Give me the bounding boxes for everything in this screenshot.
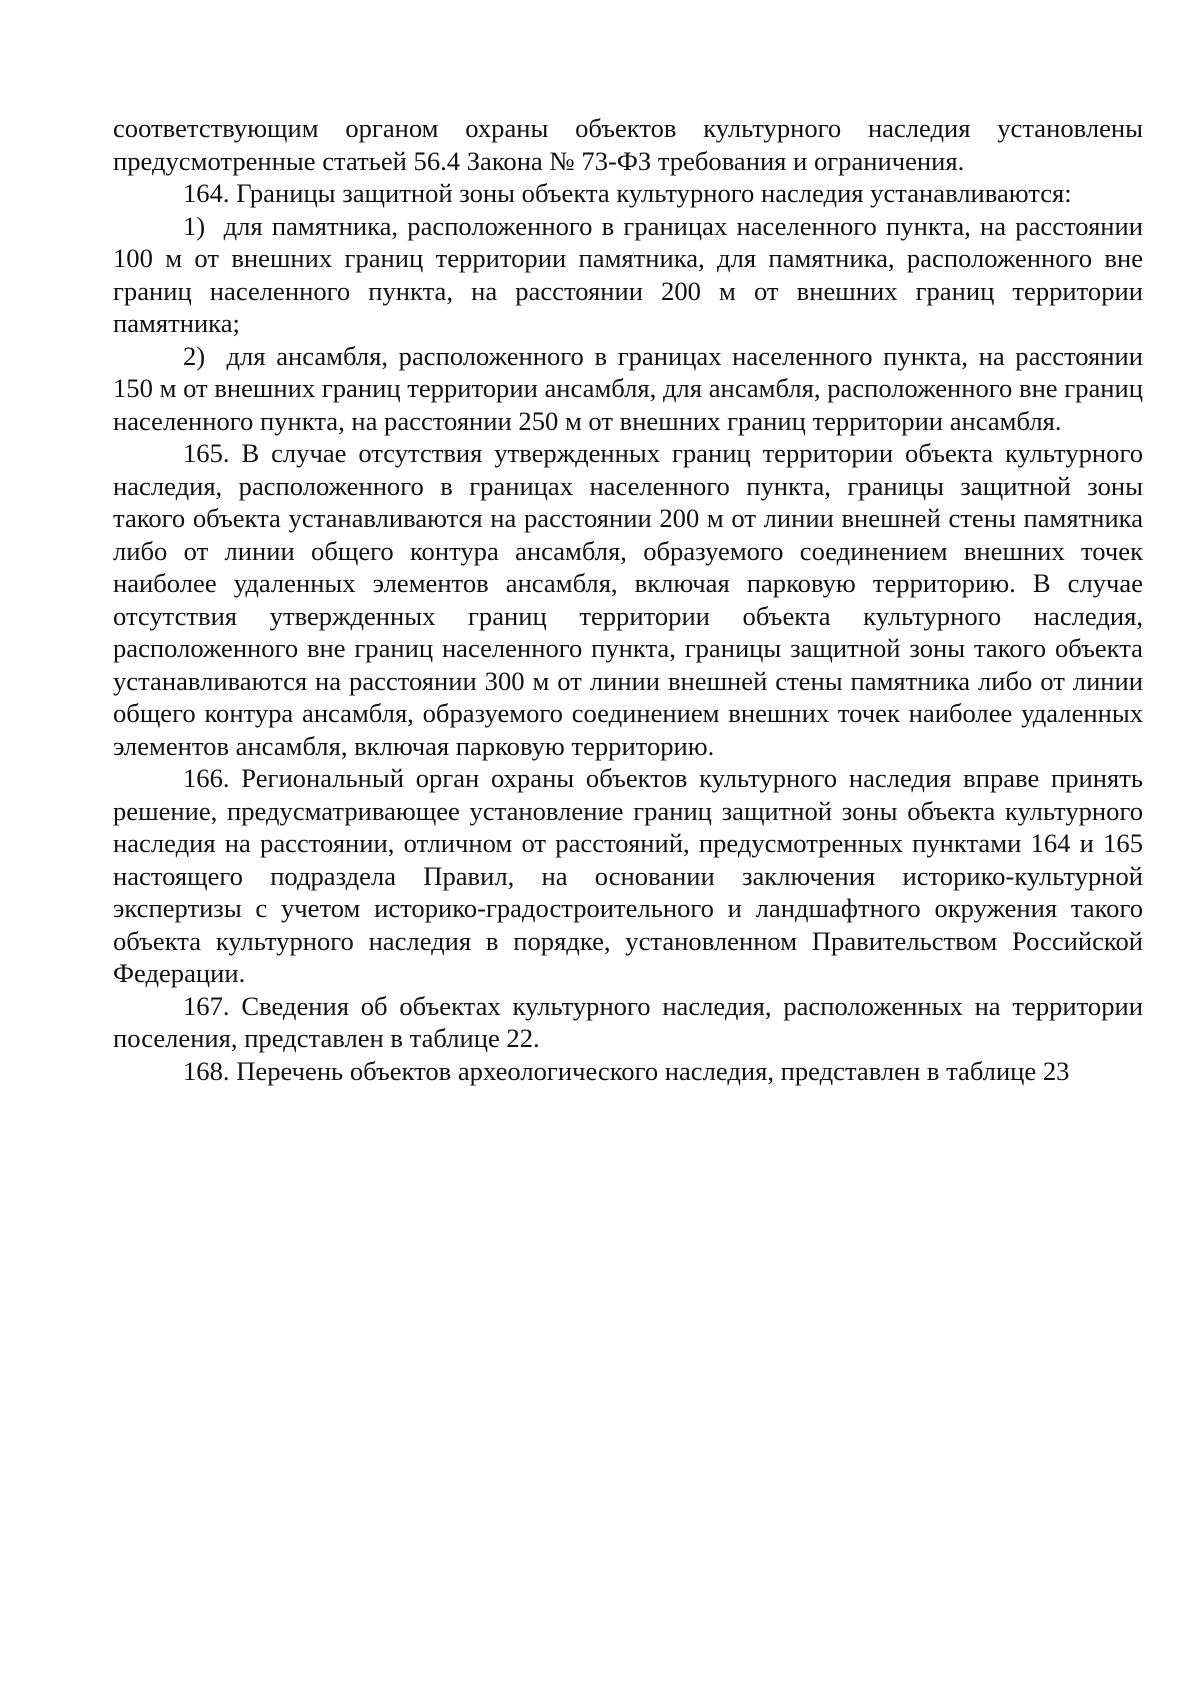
- paragraph-164: 164. Границы защитной зоны объекта культурного наследия устанавливаются:: [183, 178, 1072, 208]
- paragraph-168: 168. Перечень объектов археологического наследия, представлен в таблице 23: [183, 1055, 1070, 1086]
- paragraph-164-item-1: 1) для памятника, расположенного в границах населенного пункта, на расстоянии 100 м от внешних границ территории памятника, для памятника, расположенного вне границ населенного пункта, на расстоянии 200 м от внешних границ территории памятника;: [113, 210, 1143, 338]
- paragraph-166: 166. Региональный орган охраны объектов культурного наследия вправе принять решение, предусматривающее установление границ защитной зоны объекта культурного наследия на расстоянии, отличном от расстояний, предусмотренных пунктами 164 и 165 настоящего подраздела Правил, на основании заключения историко-культурной экспертизы с учетом историко-градостроительного и ландшафтного окружения такого объекта культурного наследия в порядке, установленном Правительством Российской Федерации.: [113, 763, 1143, 988]
- paragraph-164-item-2: 2) для ансамбля, расположенного в границах населенного пункта, на расстоянии 150 м от внешних границ территории ансамбля, для ансамбля, расположенного вне границ населенного пункта, на расстоянии 250 м от внешних границ территории ансамбля.: [113, 340, 1143, 436]
- paragraph-167: 167. Сведения об объектах культурного наследия, расположенных на территории поселения, представлен в таблице 22.: [113, 990, 1143, 1053]
- paragraph-continuation: соответствующим органом охраны объектов культурного наследия установлены предусмотренные статьей 56.4 Закона № 73-ФЗ требования и ограничения.: [113, 113, 1143, 176]
- document-body: [113, 112, 1143, 1087]
- paragraph-165: 165. В случае отсутствия утвержденных границ территории объекта культурного наследия, расположенного в границах населенного пункта, границы защитной зоны такого объекта устанавливаются на расстоянии 200 м от линии внешней стены памятника либо от линии общего контура ансамбля, образуемого соединением внешних точек наиболее удаленных элементов ансамбля, включая парковую территорию. В случае отсутствия утвержденных границ территории объекта культурного наследия, расположенного вне границ населенного пункта, границы защитной зоны такого объекта устанавливаются на расстоянии 300 м от линии внешней стены памятника либо от линии общего контура ансамбля, образуемого соединением внешних точек наиболее удаленных элементов ансамбля, включая парковую территорию.: [113, 438, 1143, 761]
